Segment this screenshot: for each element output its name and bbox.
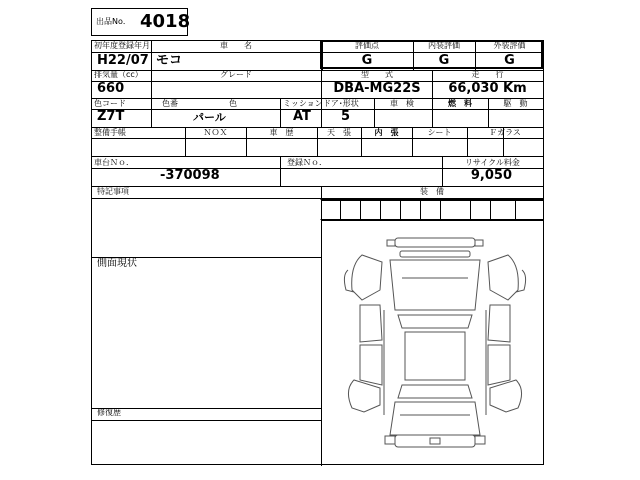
header-inspection: 車 検 [390,99,414,108]
header-eval-score: 評価点 [355,41,379,50]
model-value: DBA-MG22S [333,81,421,96]
mileage-value: 66,030 Km [448,81,527,96]
header-interior-upholstery: 内 張 [374,128,399,137]
header-mileage: 走 行 [471,70,504,79]
exterior-value: G [504,53,515,68]
header-interior: 内装評価 [428,41,460,50]
header-exterior: 外装評価 [493,41,526,50]
header-first-reg: 初年度登録年月 [94,41,150,50]
repair-label: 修復歴 [97,408,121,417]
header-fuel: 燃 料 [448,99,472,108]
header-recycle-fee: リサイクル料金 [465,158,520,167]
doors-value: 5 [341,109,351,124]
header-grade: グレード [220,70,252,79]
header-drive: 駆 動 [503,99,528,108]
header-maintenance: 整備手帳 [94,128,126,137]
header-door-shape: ドア･形状 [323,99,359,108]
header-color-num: 色番 [162,99,178,108]
header-seat: シート [427,128,452,137]
header-color: 色 [229,99,237,108]
displacement-value: 660 [97,81,125,96]
header-fglass: Ｆガラス [489,128,521,137]
header-history: 車 歴 [269,128,294,137]
header-chassis-no: 車台Ｎｏ． [94,158,134,167]
color-code-value: Z7T [97,109,125,124]
first-reg-value: H22/07 [97,53,149,68]
header-mission: ミッション [283,99,323,108]
header-reg-no: 登録Ｎｏ． [287,158,327,167]
side-view-label: 側面現状 [97,258,137,269]
equipment-grid [320,199,544,221]
lot-label: 出品No． [96,17,131,26]
chassis-no-value: -370098 [160,168,220,183]
car-diagram-icon [340,230,530,455]
recycle-fee-value: 9,050 [470,168,512,183]
header-color-code: 色コード [94,99,126,108]
score-box [320,40,543,69]
lot-number: 4018 [140,11,191,32]
header-car-name: 車 名 [220,41,252,50]
header-model: 型 式 [361,70,393,79]
mission-value: AT [293,109,311,124]
eval-score-value: G [361,53,373,68]
header-special-notes: 特記事項 [97,187,129,196]
interior-value: G [438,53,450,68]
car-name-value: モコ [156,53,183,68]
color-value: パール [193,111,226,124]
header-nox: ＮＯＸ [203,128,228,137]
header-equipment: 装 備 [420,187,444,196]
header-displacement: 排気量（cc） [94,70,143,79]
header-sunroof: 天 張 [327,128,351,137]
